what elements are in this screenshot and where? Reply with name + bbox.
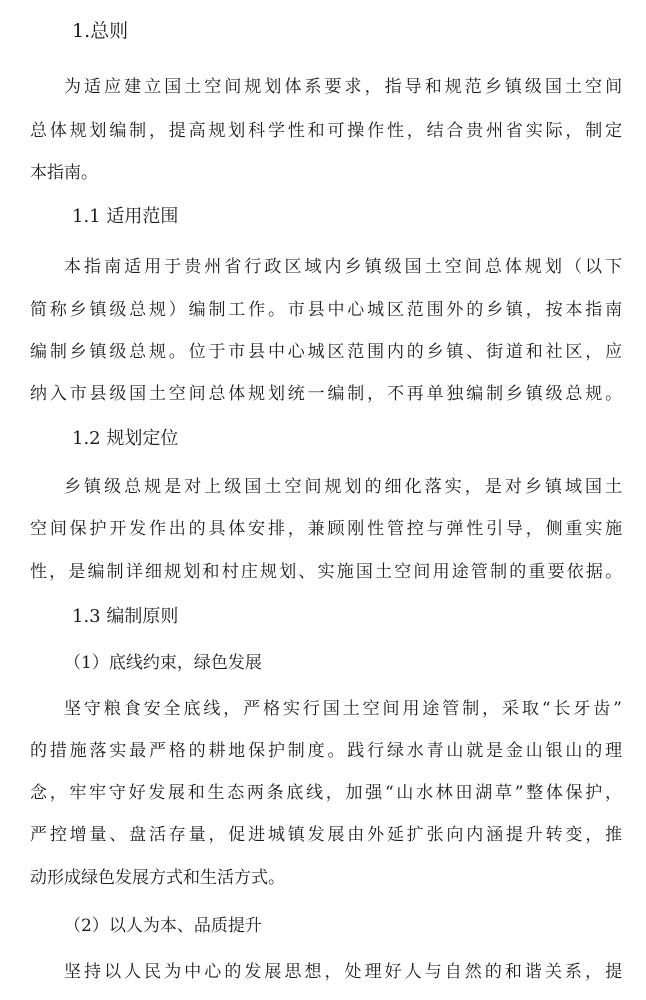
s1-1-line-4: 纳入市县级国土空间总体规划统一编制，不再单独编制乡镇级总规。 bbox=[30, 384, 625, 404]
p1-line-5: 动形成绿色发展方式和生活方式。 bbox=[30, 868, 285, 888]
intro-line-2: 总体规划编制，提高规划科学性和可操作性，结合贵州省实际，制定 bbox=[30, 121, 625, 141]
s1-1-line-3: 编制乡镇级总规。位于市县中心城区范围内的乡镇、街道和社区，应 bbox=[30, 342, 625, 362]
p2-line-1: 坚持以人民为中心的发展思想，处理好人与自然的和谐关系，提 bbox=[64, 962, 626, 982]
p1-line-2: 的措施落实最严格的耕地保护制度。践行绿水青山就是金山银山的理 bbox=[30, 741, 625, 761]
s1-2-line-2: 空间保护开发作出的具体安排，兼顾刚性管控与弹性引导，侧重实施 bbox=[30, 519, 625, 539]
intro-line-1: 为适应建立国土空间规划体系要求，指导和规范乡镇级国土空间 bbox=[64, 77, 626, 97]
heading-1-2: 1.2 规划定位 bbox=[72, 428, 179, 449]
heading-1-3: 1.3 编制原则 bbox=[72, 606, 179, 627]
p1-line-4: 严控增量、盘活存量，促进城镇发展由外延扩张向内涵提升转变，推 bbox=[30, 825, 625, 845]
heading-1-1: 1.1 适用范围 bbox=[72, 206, 179, 227]
s1-1-line-2: 简称乡镇级总规）编制工作。市县中心城区范围外的乡镇，按本指南 bbox=[30, 300, 625, 320]
section-title: 1.总则 bbox=[72, 20, 129, 42]
s1-2-line-1: 乡镇级总规是对上级国土空间规划的细化落实，是对乡镇域国土 bbox=[64, 477, 626, 497]
s1-2-line-3: 性，是编制详细规划和村庄规划、实施国土空间用途管制的重要依据。 bbox=[30, 562, 625, 582]
principle-2-heading: （2）以人为本、品质提升 bbox=[64, 916, 262, 936]
intro-line-3: 本指南。 bbox=[30, 163, 98, 183]
principle-1-heading: （1）底线约束，绿色发展 bbox=[64, 653, 262, 673]
p1-line-3: 念，牢牢守好发展和生态两条底线，加强“山水林田湖草”整体保护， bbox=[30, 783, 625, 803]
p1-line-1: 坚守粮食安全底线，严格实行国土空间用途管制，采取“长牙齿” bbox=[64, 699, 625, 719]
s1-1-line-1: 本指南适用于贵州省行政区域内乡镇级国土空间总体规划（以下 bbox=[64, 257, 626, 277]
